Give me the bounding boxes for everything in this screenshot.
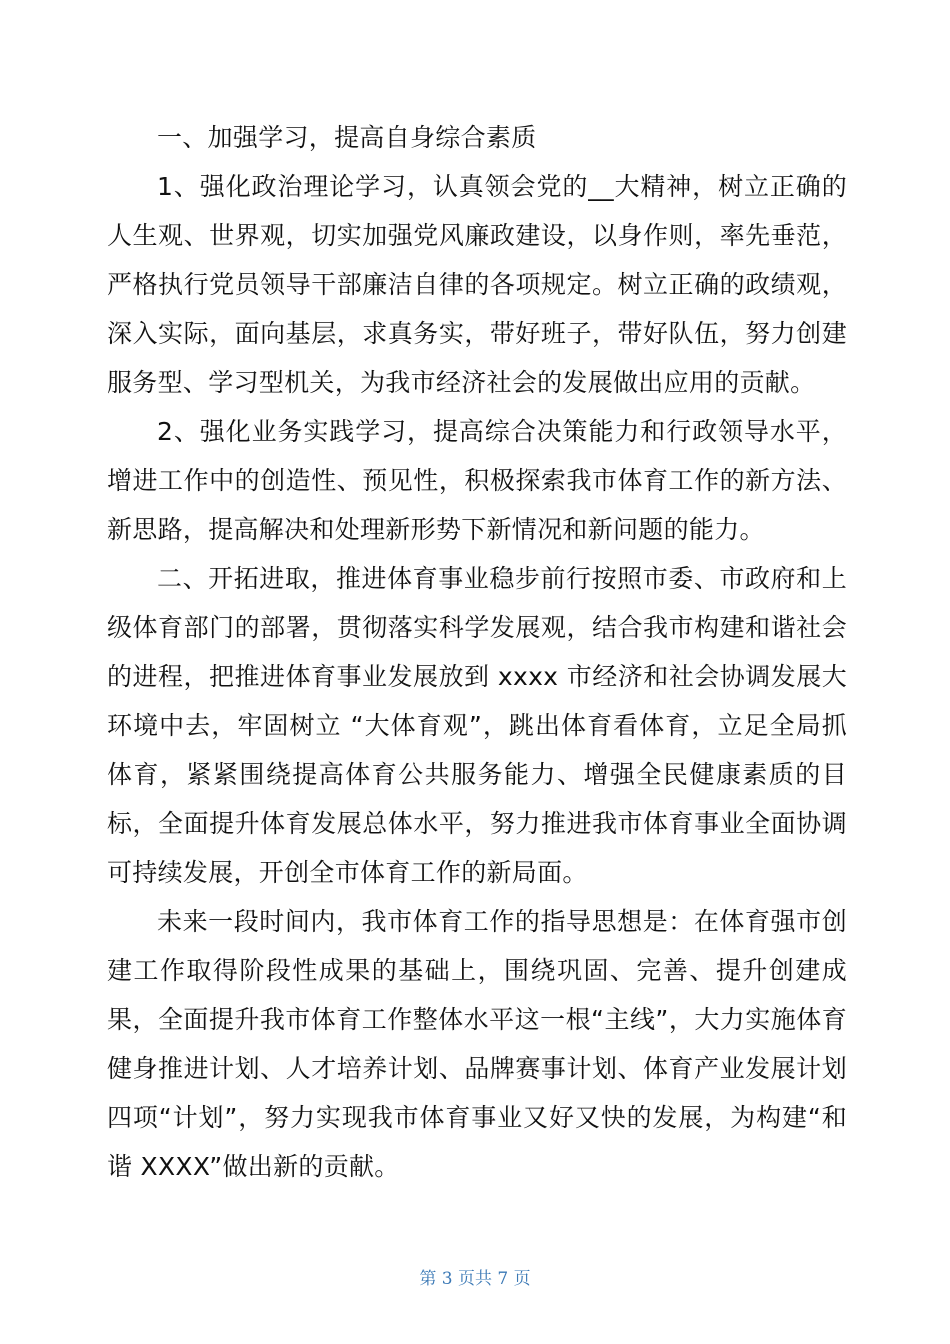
- paragraph-4: 未来一段时间内，我市体育工作的指导思想是：在体育强市创建工作取得阶段性成果的基础上，围绕巩固、完善、提升创建成果，全面提升我市体育工作整体水平这一根“主线”，大力实施体育健身推进计划、人才培养计划、品牌赛事计划、体育产业发展计划四项“计划”，努力实现我市体育事业又好又快的发展，为构建“和谐 XXXX”做出新的贡献。: [107, 907, 847, 1181]
- document-body: [107, 113, 847, 1191]
- paragraph-2: 2、强化业务实践学习，提高综合决策能力和行政领导水平，增进工作中的创造性、预见性，积极探索我市体育工作的新方法、新思路，提高解决和处理新形势下新情况和新问题的能力。: [107, 417, 847, 544]
- paragraph-1: 1、强化政治理论学习，认真领会党的__大精神，树立正确的人生观、世界观，切实加强党风廉政建设，以身作则，率先垂范，严格执行党员领导干部廉洁自律的各项规定。树立正确的政绩观，深入实际，面向基层，求真务实，带好班子，带好队伍，努力创建服务型、学习型机关，为我市经济社会的发展做出应用的贡献。: [107, 172, 847, 397]
- page-number-footer: 第 3 页共 7 页: [419, 1269, 531, 1289]
- section-heading-1: 一、加强学习，提高自身综合素质: [157, 123, 537, 152]
- paragraph-3: 二、开拓进取，推进体育事业稳步前行按照市委、市政府和上级体育部门的部署，贯彻落实科学发展观，结合我市构建和谐社会的进程，把推进体育事业发展放到 xxxx 市经济和社会协调发展大环境中去，牢固树立 “大体育观”，跳出体育看体育，立足全局抓体育，紧紧围绕提高体育公共服务能力、增强全民健康素质的目标，全面提升体育发展总体水平，努力推进我市体育事业全面协调可持续发展，开创全市体育工作的新局面。: [107, 564, 847, 887]
